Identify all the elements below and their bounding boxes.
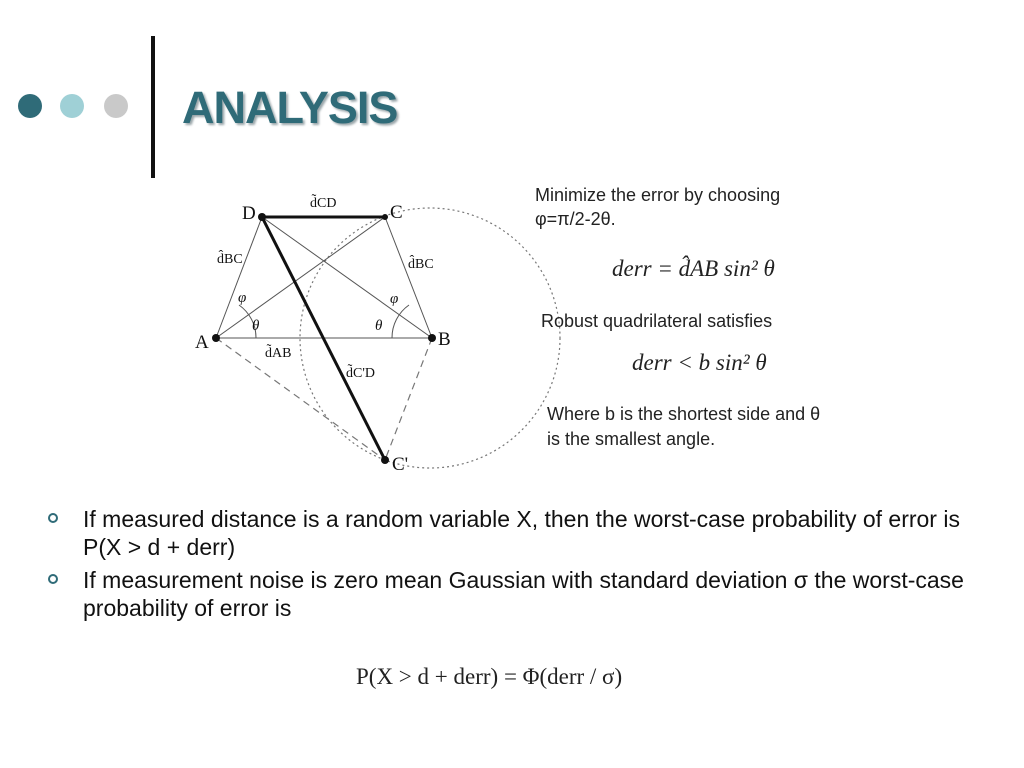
dot-dark: [18, 94, 42, 118]
where-note-line1: Where b is the shortest side and θ: [547, 404, 821, 424]
bullet-text: If measured distance is a random variable X, then the worst-case probability of error is P(X > d + derr): [83, 506, 960, 560]
diag-DB: [262, 217, 432, 338]
error-formula: derr = d̂AB sin² θ: [612, 256, 775, 281]
label-theta-left: θ: [252, 318, 260, 334]
title-divider: [151, 36, 155, 178]
vertex-C: [382, 214, 388, 220]
label-dAB: d̃AB: [265, 346, 292, 361]
diag-AC: [216, 217, 385, 338]
bullet-item: [48, 506, 998, 561]
label-dBC-right: d̂BC: [408, 257, 434, 272]
minimize-note-line2: φ=π/2-2θ.: [535, 209, 616, 229]
minimize-note-line1: Minimize the error by choosing: [535, 185, 781, 205]
dot-gray: [104, 94, 128, 118]
probability-formula: P(X > d + derr) = Φ(derr / σ): [356, 664, 623, 689]
vertex-A: [212, 334, 220, 342]
where-note-line2: is the smallest angle.: [547, 429, 716, 449]
bullet-text: If measurement noise is zero mean Gaussian with standard deviation σ the worst-case probability of error is: [83, 567, 964, 621]
label-dCpD: d̃C'D: [346, 366, 375, 381]
bullet-list: [48, 506, 998, 628]
label-theta-right: θ: [375, 318, 383, 334]
edge-CB: [385, 217, 432, 338]
bullet-item: [48, 567, 998, 622]
robust-formula: derr < b sin² θ: [632, 350, 767, 375]
bullet-marker: [48, 574, 58, 584]
vertex-D: [258, 213, 266, 221]
label-D: D: [242, 203, 256, 224]
label-Cp: C': [392, 454, 409, 475]
label-B: B: [438, 329, 451, 350]
quadrilateral-diagram: [190, 185, 570, 480]
edge-ACp: [216, 338, 385, 460]
label-dCD: d̃CD: [310, 196, 337, 211]
vertex-B: [428, 334, 436, 342]
label-phi-left: φ: [238, 290, 247, 306]
label-dBC-left: d̂BC: [217, 252, 243, 267]
edge-BCp: [385, 338, 432, 460]
angle-arc-B: [392, 305, 409, 338]
label-C: C: [390, 202, 403, 223]
dot-light: [60, 94, 84, 118]
vertex-Cp: [381, 456, 389, 464]
bullet-marker: [48, 513, 58, 523]
slide-title: ANALYSIS: [182, 82, 398, 133]
label-phi-right: φ: [390, 291, 399, 307]
robust-note: Robust quadrilateral satisfies: [541, 311, 773, 331]
label-A: A: [195, 332, 209, 353]
